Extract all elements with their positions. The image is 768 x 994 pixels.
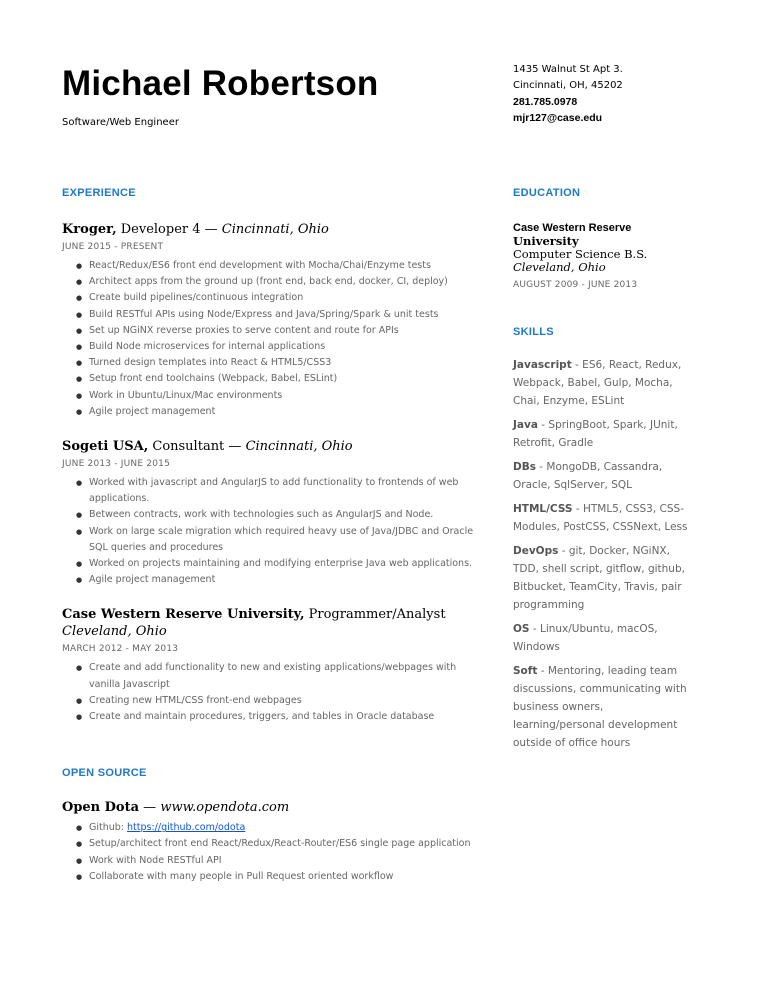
- job-title-line-2: [62, 623, 482, 640]
- job-location: Cleveland, Ohio: [62, 624, 167, 640]
- degree: Computer Science B.S.: [513, 247, 648, 261]
- github-label: Github:: [89, 822, 128, 834]
- skill-value: - ES6, React, Redux, Webpack, Babel, Gulp, Mocha, Chai, Enzyme, ESLint: [513, 359, 682, 407]
- job-entry: [62, 606, 482, 725]
- candidate-subtitle: Software/Web Engineer: [62, 117, 179, 128]
- job-bullets: [62, 475, 482, 588]
- address-line-2: Cincinnati, OH, 45202: [513, 80, 623, 91]
- project-name: Open Dota: [62, 800, 140, 816]
- list-item: ● Between contracts, work with technologies such as AngularJS and Node.: [89, 507, 482, 523]
- education-heading: EDUCATION: [513, 187, 581, 199]
- list-item: ● React/Redux/ES6 front end development with Mocha/Chai/Enzyme tests: [89, 258, 482, 274]
- skill-key: DevOps: [513, 545, 559, 557]
- job-role: Developer 4 —: [116, 222, 222, 237]
- job-title: [62, 438, 482, 455]
- skill-value: - git, Docker, NGiNX, TDD, shell script, gitflow, github, Bitbucket, TeamCity, Travis, pair programming: [513, 545, 685, 611]
- job-bullets: [62, 258, 482, 420]
- phone-number: 281.785.0978: [513, 96, 578, 108]
- list-item: ● Create and add functionality to new and existing applications/webpages with vanilla Javascript: [89, 660, 482, 692]
- skill-value: - MongoDB, Cassandra, Oracle, SqlServer, SQL: [513, 461, 663, 491]
- list-item: ● Worked with javascript and AngularJS to add functionality to frontends of web applications.: [89, 475, 482, 507]
- list-item: ● Agile project management: [89, 404, 482, 420]
- skill-key: OS: [513, 623, 530, 635]
- list-item: ● Agile project management: [89, 572, 482, 588]
- job-role: Programmer/Analyst: [304, 607, 446, 623]
- list-item: [89, 820, 529, 836]
- skills-list: [513, 356, 695, 752]
- list-item: ● Create and maintain procedures, triggers, and tables in Oracle database: [89, 709, 482, 725]
- project-title: [62, 799, 482, 816]
- skill-key: DBs: [513, 461, 536, 473]
- skill-item: [513, 416, 695, 452]
- project-separator: —: [139, 800, 161, 816]
- project-bullets: [62, 820, 529, 885]
- skill-value: - SpringBoot, Spark, JUnit, Retrofit, Gradle: [513, 419, 678, 449]
- job-location: Cincinnati, Ohio: [221, 222, 329, 237]
- skill-item: [513, 542, 695, 614]
- job-dates: JUNE 2015 - PRESENT: [62, 242, 164, 252]
- project-entry: [62, 799, 482, 885]
- contact-block: [513, 62, 623, 126]
- education-entry: [513, 222, 698, 290]
- skill-item: [513, 620, 695, 656]
- candidate-name: Michael Robertson: [62, 64, 379, 103]
- list-item: ● Create build pipelines/continuous integration: [89, 290, 482, 306]
- list-item: ● Setup front end toolchains (Webpack, Babel, ESLint): [89, 371, 482, 387]
- list-item: ● Architect apps from the ground up (front end, back end, docker, CI, deploy): [89, 274, 482, 290]
- list-item: ● Work in Ubuntu/Linux/Mac environments: [89, 388, 482, 404]
- job-organization: Kroger,: [62, 222, 117, 237]
- list-item: ● Worked on projects maintaining and modifying enterprise Java web applications.: [89, 556, 482, 572]
- skills-heading: SKILLS: [513, 326, 554, 338]
- left-column: [62, 187, 482, 885]
- job-role: Consultant —: [148, 439, 246, 455]
- job-organization: Sogeti USA,: [62, 439, 149, 455]
- skill-value: - HTML5, CSS3, CSS-Modules, PostCSS, CSSNext, Less: [513, 503, 688, 533]
- project-site: www.opendota.com: [160, 800, 290, 816]
- job-entry: [62, 438, 482, 588]
- address-line-1: 1435 Walnut St Apt 3.: [513, 64, 623, 75]
- list-item: ● Set up NGiNX reverse proxies to serve content and route for APIs: [89, 323, 482, 339]
- job-organization: Case Western Reserve University,: [62, 607, 305, 623]
- school-name: Case Western Reserve: [513, 222, 632, 234]
- school-location: Cleveland, Ohio: [513, 260, 606, 274]
- skill-item: [513, 662, 695, 752]
- job-entry: [62, 221, 482, 420]
- job-title: [62, 606, 482, 623]
- experience-heading: EXPERIENCE: [62, 187, 136, 199]
- open-source-heading: OPEN SOURCE: [62, 767, 147, 780]
- list-item: ● Setup/architect front end React/Redux/React-Router/ES6 single page application: [89, 836, 529, 852]
- right-column: [513, 187, 698, 758]
- list-item: ● Collaborate with many people in Pull Request oriented workflow: [89, 869, 529, 885]
- skill-key: Javascript: [513, 359, 572, 371]
- education-dates: AUGUST 2009 - JUNE 2013: [513, 280, 638, 290]
- job-dates: JUNE 2013 - JUNE 2015: [62, 459, 171, 470]
- job-bullets: [62, 660, 482, 725]
- skill-value: - Mentoring, leading team discussions, communicating with business owners, learning/personal development outside of office hours: [513, 665, 687, 749]
- list-item: ● Work on large scale migration which required heavy use of Java/JDBC and Oracle SQL queries and procedures: [89, 524, 482, 556]
- skill-item: [513, 500, 695, 536]
- job-title: [62, 221, 482, 238]
- list-item: ● Creating new HTML/CSS front-end webpages: [89, 693, 482, 709]
- skill-key: Soft: [513, 665, 538, 677]
- list-item: ● Build RESTful APIs using Node/Express and Java/Spring/Spark & unit tests: [89, 307, 482, 323]
- skill-item: [513, 458, 695, 494]
- email-address: mjr127@case.edu: [513, 112, 603, 124]
- list-item: ● Work with Node RESTful API: [89, 853, 529, 869]
- school-name-line-2: University: [513, 234, 579, 248]
- job-location: Cincinnati, Ohio: [245, 439, 353, 455]
- skill-key: HTML/CSS: [513, 503, 573, 515]
- job-dates: MARCH 2012 - MAY 2013: [62, 644, 179, 655]
- skill-value: - Linux/Ubuntu, macOS, Windows: [513, 623, 658, 653]
- github-link[interactable]: https://github.com/odota: [127, 822, 246, 834]
- skill-key: Java: [513, 419, 538, 431]
- list-item: ● Build Node microservices for internal applications: [89, 339, 482, 355]
- skill-item: [513, 356, 695, 410]
- list-item: ● Turned design templates into React & HTML5/CSS3: [89, 355, 482, 371]
